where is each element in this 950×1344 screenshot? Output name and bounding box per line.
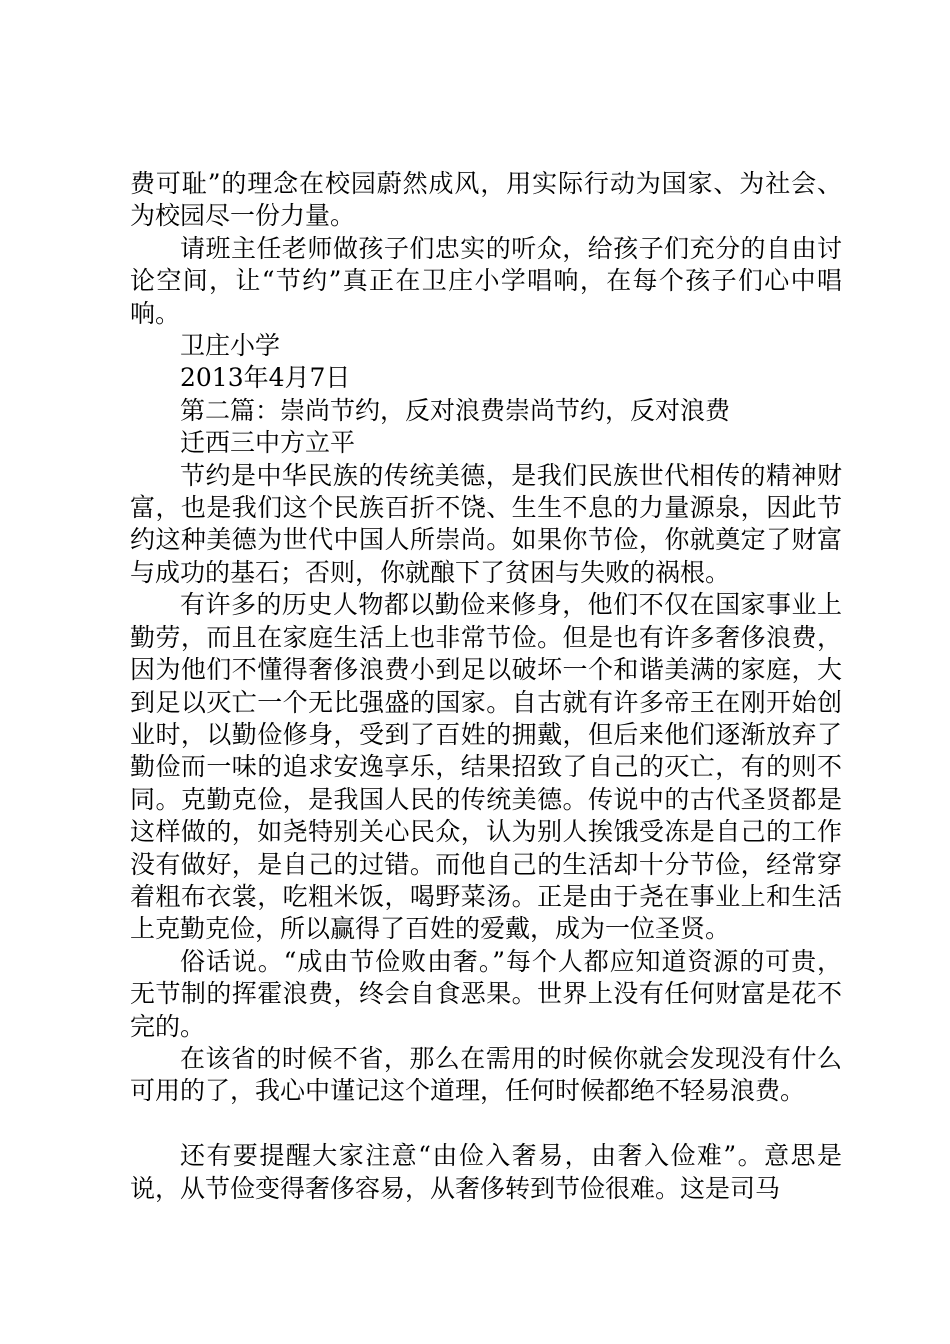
paragraph: 还有要提醒大家注意“由俭入奢易，由奢入俭难”。意思是说，从节俭变得奢侈容易，从奢侈转到节俭很难。这是司马 <box>130 1141 842 1203</box>
signature-date: 2013年4月7日 <box>180 363 351 393</box>
paragraph: 费可耻”的理念在校园蔚然成风，用实际行动为国家、为社会、为校园尽一份力量。 <box>130 169 842 231</box>
document-body <box>130 168 842 1205</box>
signature-school: 卫庄小学 <box>180 331 281 361</box>
paragraph: 俗话说。“成由节俭败由奢。”每个人都应知道资源的可贵，无节制的挥霍浪费，终会自食恶果。世界上没有任何财富是花不完的。 <box>130 946 842 1041</box>
blank-line <box>130 1108 842 1140</box>
paragraph: 在该省的时候不省，那么在需用的时候你就会发现没有什么可用的了，我心中谨记这个道理，任何时候都绝不轻易浪费。 <box>130 1043 842 1106</box>
section-heading: 第二篇：崇尚节约，反对浪费崇尚节约，反对浪费 <box>180 395 731 425</box>
paragraph: 请班主任老师做孩子们忠实的听众，给孩子们充分的自由讨论空间，让“节约”真正在卫庄小学唱响，在每个孩子们心中唱响。 <box>130 233 842 328</box>
paragraph: 有许多的历史人物都以勤俭来修身，他们不仅在国家事业上勤劳，而且在家庭生活上也非常节俭。但是也有许多奢侈浪费，因为他们不懂得奢侈浪费小到足以破坏一个和谐美满的家庭，大到足以灭亡一个无比强盛的国家。自古就有许多帝王在刚开始创业时，以勤俭修身，受到了百姓的拥戴，但后来他们逐渐放弃了勤俭而一味的追求安逸享乐，结果招致了自己的灭亡，有的则不同。克勤克俭，是我国人民的传统美德。传说中的古代圣贤都是这样做的，如尧特别关心民众，认为别人挨饿受冻是自己的工作没有做好，是自己的过错。而他自己的生活却十分节俭，经常穿着粗布衣裳，吃粗米饭，喝野菜汤。正是由于尧在事业上和生活上克勤克俭，所以赢得了百姓的爱戴，成为一位圣贤。 <box>130 590 842 944</box>
author-line: 迁西三中方立平 <box>180 428 356 458</box>
paragraph: 节约是中华民族的传统美德，是我们民族世代相传的精神财富，也是我们这个民族百折不饶、生生不息的力量源泉，因此节约这种美德为世代中国人所崇尚。如果你节俭，你就奠定了财富与成功的基石；否则，你就酿下了贫困与失败的祸根。 <box>130 460 842 587</box>
